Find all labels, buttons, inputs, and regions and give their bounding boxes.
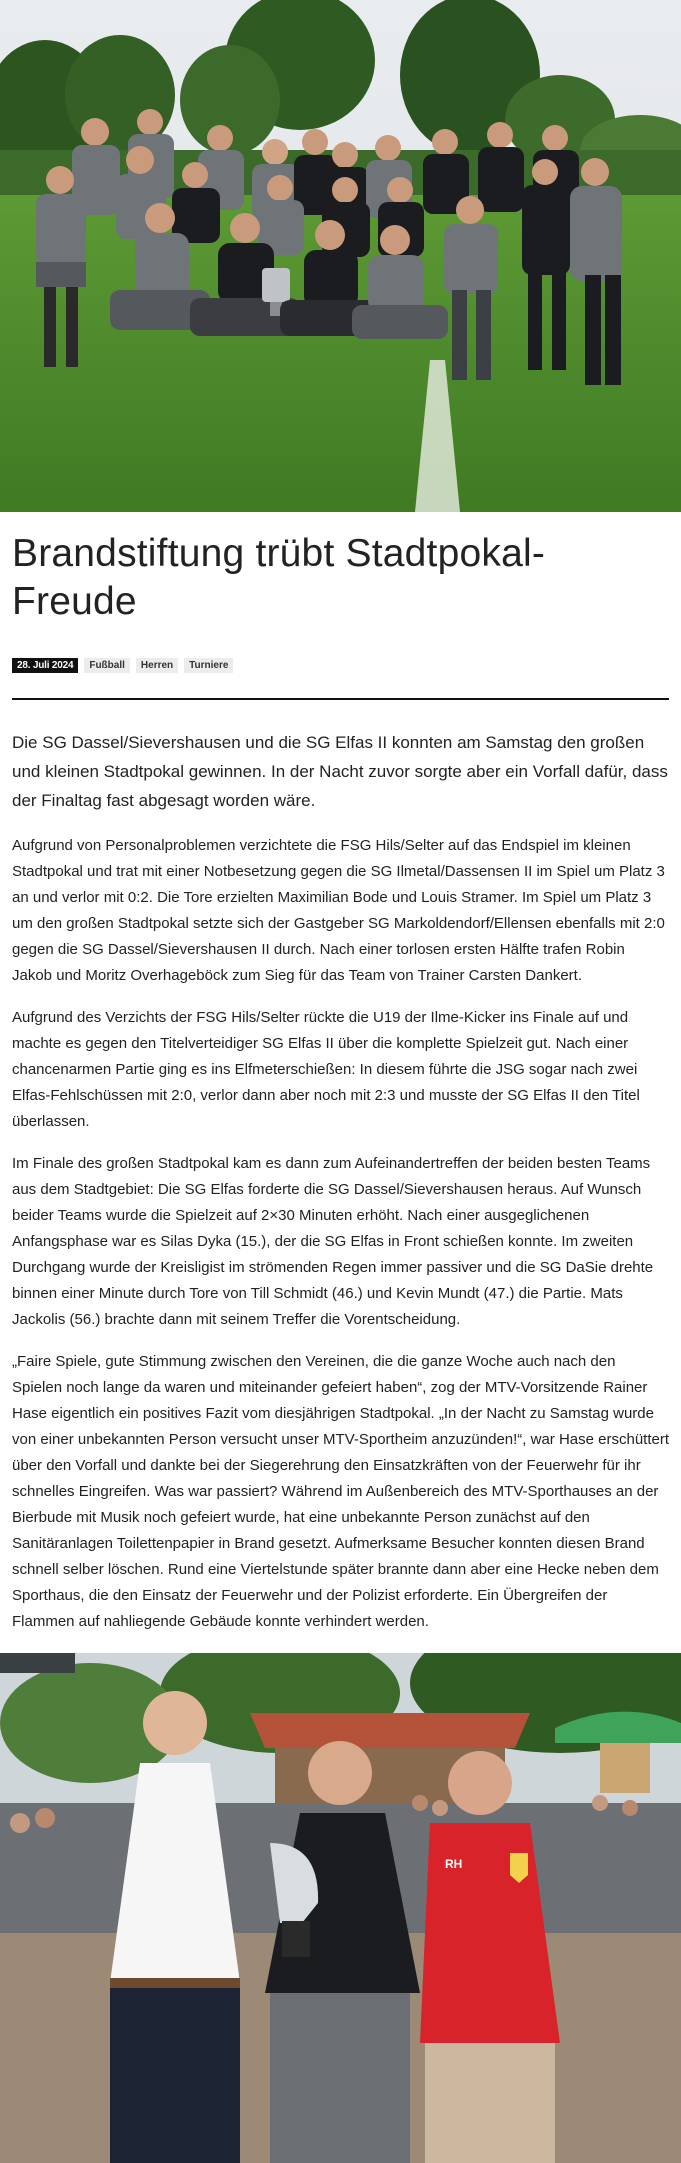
trophy-presentation-photo-icon — [0, 1653, 681, 2163]
tag-herren[interactable]: Herren — [136, 658, 178, 673]
team-celebration-photo-icon — [0, 0, 681, 512]
tag-turniere[interactable]: Turniere — [184, 658, 233, 673]
trophy-photo — [0, 1653, 681, 2163]
tag-fussball[interactable]: Fußball — [84, 658, 130, 673]
article-lead: Die SG Dassel/Sievershausen und die SG Elfas II konnten am Samstag den großen und kleinen Stadtpokal gewinnen. In der Nacht zuvor sorgte aber ein Vorfall dafür, dass der Finaltag fast abgesagt worden wäre. — [12, 733, 668, 810]
team-photo — [0, 0, 681, 512]
title-divider — [12, 698, 669, 700]
article-paragraph-3: Im Finale des großen Stadtpokal kam es dann zum Aufeinandertreffen der beiden besten Teams aus dem Stadtgebiet: Die SG Elfas forderte die SG Dassel/Sievershausen heraus. Auf Wunsch beider Teams wurde die Spielzeit auf 2×30 Minuten erhöht. Nach einer ausgeglichenen Anfangsphase war es Silas Dyka (15.), der die SG Elfas in Front schießen konnte. Im zweiten Durchgang wurde der Kreisligist im strömenden Regen immer passiver und die SG DaSie drehte binnen einer Minute durch Tore von Till Schmidt (46.) und Kevin Mundt (47.) die Partie. Mats Jackolis (56.) brachte dann mit seinem Treffer die Vorentscheidung. — [12, 1155, 654, 1328]
publish-date: 28. Juli 2024 — [12, 658, 78, 673]
shirt-initials: RH — [445, 1857, 463, 1871]
article-paragraph-2: Aufgrund des Verzichts der FSG Hils/Selter rückte die U19 der Ilme-Kicker ins Finale auf und machte es gegen den Titelverteidiger SG Elfas II über die komplette Spielzeit gut. Nach einer chancenarmen Partie ging es ins Elfmeterschießen: In diesem führte die JSG sogar nach zwei Elfas-Fehlschüssen mit 2:0, verlor dann aber noch mit 2:3 und musste der SG Elfas II den Titel überlassen. — [12, 1009, 640, 1130]
article-meta — [12, 658, 669, 673]
article-paragraph-1: Aufgrund von Personalproblemen verzichtete die FSG Hils/Selter auf das Endspiel im kleinen Stadtpokal und trat mit einer Notbesetzung gegen die SG Ilmetal/Dassensen II im Spiel um Platz 3 an und verlor mit 0:2. Die Tore erzielten Maximilian Bode und Louis Stramer. Im Spiel um Platz 3 um den großen Stadtpokal setzte sich der Gastgeber SG Markoldendorf/Ellensen ebenfalls mit 2:0 gegen die SG Dassel/Sievershausen II durch. Nach einer torlosen ersten Hälfte trafen Robin Jakob und Moritz Overhageböck zum Sieg für das Team von Trainer Carsten Dankert. — [12, 837, 665, 984]
article-paragraph-4: „Faire Spiele, gute Stimmung zwischen den Vereinen, die die ganze Woche auch nach den Spielen noch lange da waren und miteinander gefeiert haben“, zog der MTV-Vorsitzende Rainer Hase eigentlich ein positives Fazit vom diesjährigen Stadtpokal. „In der Nacht zu Samstag wurde von einer unbekannten Person versucht unser MTV-Sportheim anzuzünden!“, war Hase erschüttert über den Vorfall und dankte bei der Siegerehrung den Einsatzkräften von der Feuerwehr für ihr schnelles Eingreifen. Was war passiert? Während im Außenbereich des MTV-Sporthauses an der Bierbude mit Musik noch gefeiert wurde, hat eine unbekannte Person zunächst auf den Sanitäranlagen Toilettenpapier in Brand gesetzt. Aufmerksame Besucher konnten diesen Brand schnell selber löschen. Rund eine Viertelstunde später brannte dann aber eine Hecke neben dem Sporthaus, die den Einsatz der Feuerwehr und der Polizist erforderte. Ein Übergreifen der Flammen auf nahliegende Gebäude konnte verhindert werden. — [12, 1353, 670, 1630]
article — [0, 530, 681, 1635]
article-title: Brandstiftung trübt Stadtpokal-Freude — [12, 532, 546, 623]
